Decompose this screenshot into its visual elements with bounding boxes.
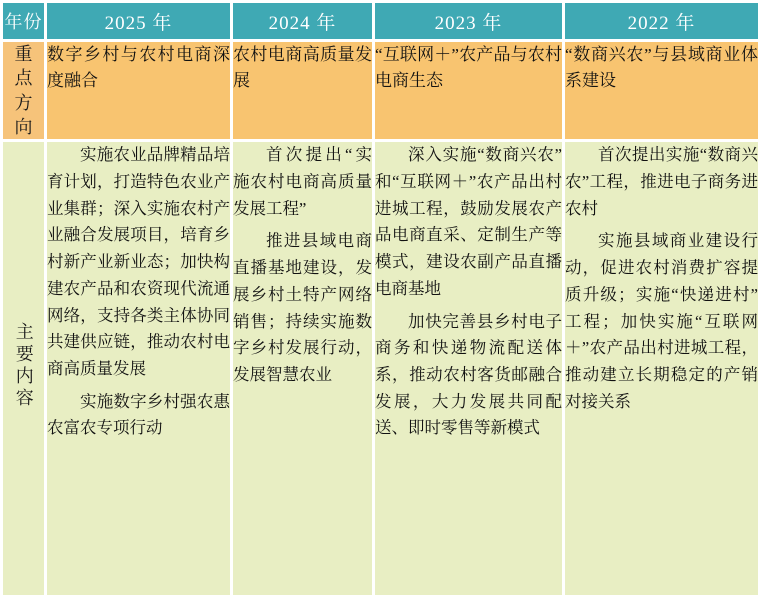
header-cell-year-2024: 2024 年: [232, 2, 374, 41]
header-cell-year-2023: 2023 年: [374, 2, 564, 41]
cell-content-2025-para-1: 实施农业品牌精品培育计划，打造特色农业产业集群；深入实施农村产业融合发展项目，培育乡村新产业新业态；加快构建农产品和农资现代流通网络，支持各类主体协同共建供应链，推动农村电商高质量发展: [47, 145, 230, 379]
cell-content-2023: [374, 141, 564, 597]
table-header-row: [2, 2, 758, 41]
header-cell-stub: 年份: [2, 2, 46, 41]
cell-content-2023-para-2: 加快完善县乡村电子商务和快递物流配送体系，推动农村客货邮融合发展，大力发展共同配送、即时零售等新模式: [375, 311, 562, 438]
row-label-key-direction-text: 重点方向: [14, 44, 33, 137]
cell-content-2023-para-1: 深入实施“数商兴农”和“互联网＋”农产品出村进城工程，鼓励发展农产品电商直采、定制生产等模式，建设农副产品直播电商基地: [375, 145, 562, 298]
cell-content-2022: [564, 141, 758, 597]
header-cell-year-2025: 2025 年: [46, 2, 232, 41]
row-label-main-content: [2, 141, 46, 597]
table-row-key-direction: [2, 41, 758, 141]
cell-content-2022-para-1: 首次提出实施“数商兴农”工程，推进电子商务进农村: [565, 145, 758, 218]
cell-content-2025: [46, 141, 232, 597]
cell-content-2025-para-2: 实施数字乡村强农惠农富农专项行动: [47, 391, 230, 438]
row-label-key-direction: [2, 41, 46, 141]
row-label-main-content-text: 主要内容: [13, 322, 34, 411]
cell-direction-2025-text: 数字乡村与农村电商深度融合: [47, 45, 230, 91]
cell-direction-2024-text: 农村电商高质量发展: [233, 45, 372, 91]
cell-content-2024-para-1: 首次提出“实施农村电商高质量发展工程”: [233, 145, 372, 218]
header-cell-year-2022: 2022 年: [564, 2, 758, 41]
cell-content-2022-para-2: 实施县域商业建设行动，促进农村消费扩容提质升级；实施“快递进村”工程；加快实施“互联网＋”农产品出村进城工程，推动建立长期稳定的产销对接关系: [565, 231, 758, 411]
cell-direction-2022-text: “数商兴农”与县域商业体系建设: [565, 45, 758, 91]
cell-direction-2022: [564, 41, 758, 141]
cell-direction-2023: [374, 41, 564, 141]
cell-content-2024-para-2: 推进县域电商直播基地建设，发展乡村土特产网络销售；持续实施数字乡村发展行动，发展智慧农业: [233, 231, 372, 385]
cell-direction-2023-text: “互联网＋”农产品与农村电商生态: [375, 45, 562, 91]
table-row-main-content: [2, 141, 758, 597]
cell-content-2024: [232, 141, 374, 597]
cell-direction-2025: [46, 41, 232, 141]
cell-direction-2024: [232, 41, 374, 141]
